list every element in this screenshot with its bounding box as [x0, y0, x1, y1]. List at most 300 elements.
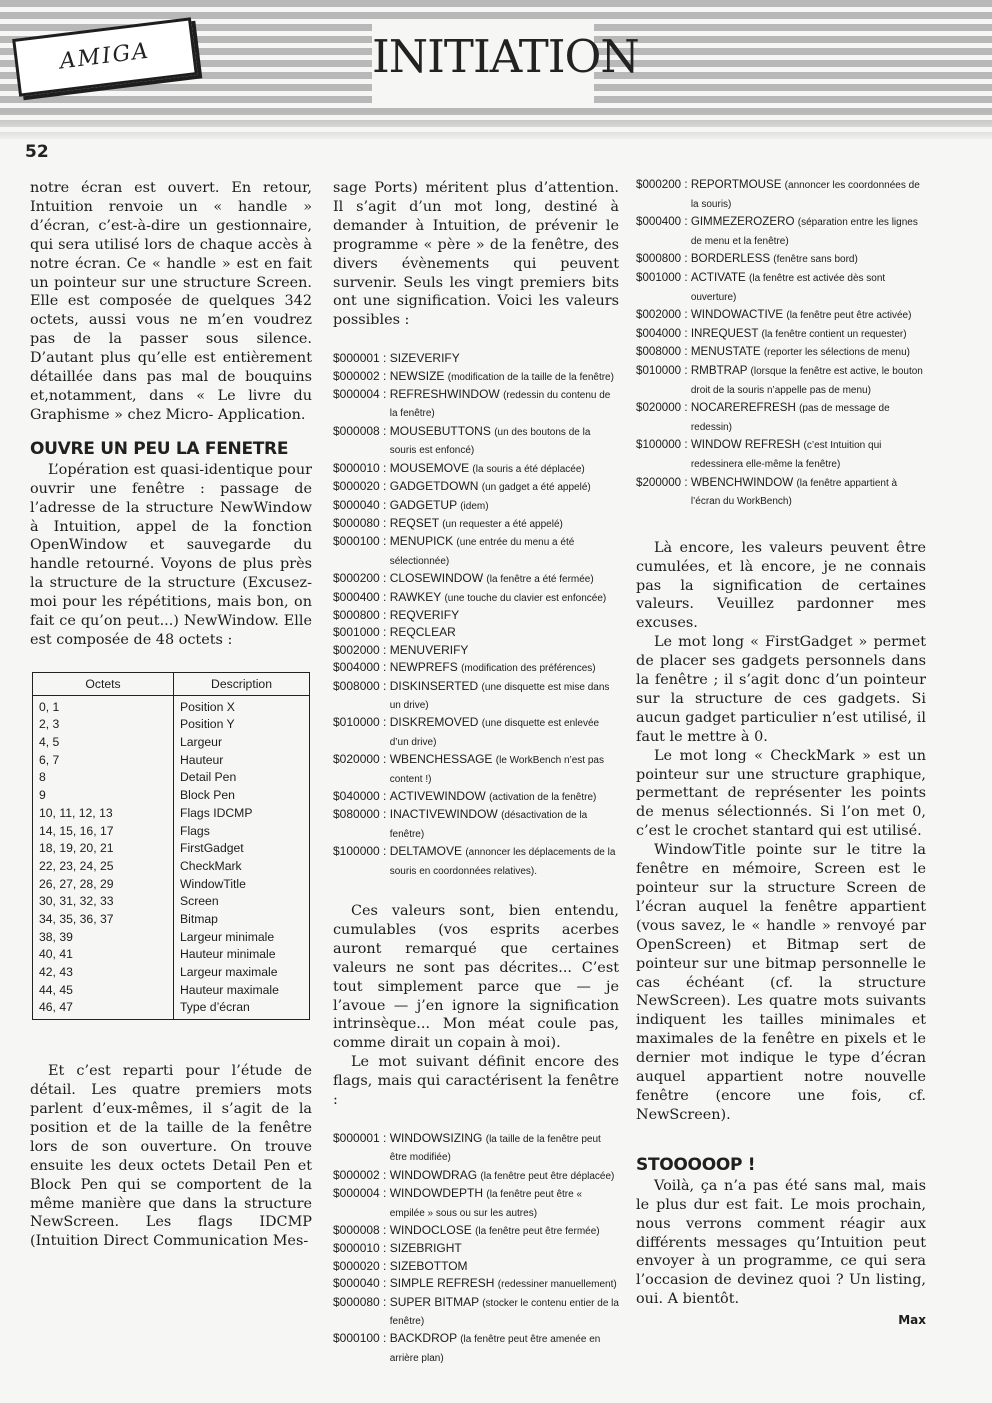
flag-text: [390, 497, 619, 515]
flag-text: [691, 436, 926, 473]
flag-text: [691, 213, 926, 250]
flag-text: [691, 325, 926, 344]
flag-name: DISKINSERTED: [389, 678, 479, 693]
flag-name: DELTAMOVE: [389, 844, 462, 859]
flag-code: $000400: [636, 215, 682, 229]
flag-entry: [333, 1240, 619, 1257]
octets-cell: 44, 45: [33, 981, 174, 999]
flag-separator: :: [379, 497, 390, 512]
description-cell: Detail Pen: [174, 769, 310, 787]
flag-separator: :: [379, 515, 390, 530]
paragraph: WindowTitle pointe sur le titre la fenêtre en mémoire, Screen est le pointeur sur la structure Screen de l’écran auquel la fenêtre appartient (vous savez, le « handle » renvoyé par OpenScreen) et Bitmap sert de pointeur sur une bitmap personnelle le cas échéant (cf. la structure NewScreen). Les quatre mots suivants indiquent les tailles minimales et maximales de la fenêtre en pixels et le dernier mot indique le type d’écran auquel appartient notre nouvelle fenêtre (encore une fois, cf. NewScreen).: [636, 842, 926, 1123]
flag-entry: [333, 1330, 619, 1367]
flag-separator: :: [681, 308, 691, 322]
flag-text: [390, 624, 619, 641]
table-body: [33, 695, 310, 1019]
flag-code: $200000: [636, 475, 682, 489]
flag-text: [390, 788, 619, 806]
flag-separator: :: [379, 1223, 390, 1238]
flag-code: $000002: [333, 368, 380, 383]
flag-entry: [333, 423, 619, 460]
flag-separator: :: [379, 1167, 390, 1182]
flag-name: REPORTMOUSE: [690, 178, 782, 191]
flag-entry: [636, 362, 926, 399]
flag-separator: :: [379, 1241, 390, 1256]
flag-separator: :: [379, 479, 390, 494]
paragraph: Le mot long « FirstGadget » permet de placer ses gadgets personnels dans la fenêtre ; il s’agit donc d’un pointeur sur la structure de ces gadgets. Si aucun gadget particulier n’est utilisé, il faut le mettre à 0.: [636, 634, 926, 745]
flag-name: MENUVERIFY: [389, 642, 469, 657]
flag-separator: :: [681, 401, 691, 415]
flag-entry: [636, 399, 926, 436]
flag-code: $010000: [333, 715, 380, 730]
flag-description: (idem): [460, 500, 489, 512]
flag-description: (c’est Intuition qui redessinera elle-même la fenêtre): [690, 440, 882, 470]
flag-name: NOCAREREFRESH: [690, 401, 796, 415]
flag-name: SIZEBRIGHT: [389, 1241, 462, 1256]
flag-code: $080000: [333, 807, 380, 822]
flag-text: [390, 659, 619, 677]
column-1: [30, 179, 312, 1251]
flag-code: $000800: [333, 607, 380, 622]
idcmp-flag-list: [333, 350, 619, 880]
flag-text: [691, 250, 926, 269]
flag-code: $000040: [333, 497, 380, 512]
description-cell: Screen: [174, 892, 310, 910]
table-row: [33, 857, 310, 875]
description-cell: Largeur: [174, 733, 310, 751]
flag-name: MENUPICK: [389, 534, 454, 549]
flag-name: REQVERIFY: [389, 607, 460, 622]
flag-code: $008000: [636, 345, 682, 359]
flag-description: (la fenêtre a été fermée): [486, 574, 594, 586]
octets-cell: 30, 31, 32, 33: [33, 892, 174, 910]
flag-text: [691, 176, 926, 213]
window-flag-list-continued: [636, 176, 926, 511]
flag-entry: [333, 497, 619, 515]
flag-entry: [333, 515, 619, 533]
flag-separator: :: [681, 326, 691, 340]
flag-name: RAWKEY: [389, 589, 442, 604]
flag-text: [390, 533, 619, 570]
description-cell: Position Y: [174, 716, 310, 734]
octets-cell: 38, 39: [33, 928, 174, 946]
section-heading: OUVRE UN PEU LA FENETRE: [30, 438, 289, 459]
flag-code: $000020: [333, 1258, 380, 1273]
flag-code: $000001: [333, 1131, 380, 1145]
flag-text: [691, 269, 926, 306]
flag-name: NEWSIZE: [389, 368, 445, 383]
flag-description: (une entrée du menu a été sélectionnée): [389, 537, 575, 567]
table-row: [33, 733, 310, 751]
flag-separator: :: [379, 571, 390, 586]
flag-code: $000080: [333, 1294, 380, 1309]
flag-name: MOUSEBUTTONS: [389, 423, 491, 438]
table-row: [33, 822, 310, 840]
flag-name: DISKREMOVED: [389, 715, 479, 730]
flag-name: GIMMEZEROZERO: [690, 215, 795, 229]
flag-description: (une touche du clavier est enfoncée): [444, 592, 607, 604]
newwindow-table: [32, 672, 310, 1020]
flag-text: [390, 642, 619, 659]
flag-code: $008000: [333, 678, 380, 693]
table-row: [33, 751, 310, 769]
flag-entry: [333, 751, 619, 788]
author-signature: Max: [898, 1313, 926, 1328]
flag-separator: :: [379, 351, 390, 366]
flag-text: [390, 678, 619, 715]
flag-text: [691, 362, 926, 399]
flag-code: $000008: [333, 1223, 380, 1238]
flag-name: BORDERLESS: [690, 252, 771, 266]
flag-name: GADGETDOWN: [389, 479, 479, 494]
flag-name: WINDOWDRAG: [389, 1167, 478, 1182]
flag-description: (pas de message de redessin): [690, 403, 890, 433]
flag-code: $000004: [333, 387, 380, 402]
table-row: [33, 963, 310, 981]
flag-entry: [333, 1167, 619, 1185]
flag-separator: :: [379, 1186, 390, 1201]
flag-description: (une disquette est enlevée d’un drive): [389, 718, 600, 748]
flag-name: SIZEVERIFY: [389, 351, 460, 366]
flag-text: [390, 1294, 619, 1331]
column-2: [333, 179, 619, 1377]
flag-separator: :: [379, 387, 390, 402]
flag-text: [390, 1275, 619, 1293]
flag-separator: :: [379, 752, 390, 767]
flag-text: [390, 1167, 619, 1185]
description-cell: Block Pen: [174, 786, 310, 804]
flag-entry: [333, 1275, 619, 1293]
flag-entry: [636, 474, 926, 511]
flag-name: SIZEBOTTOM: [389, 1258, 468, 1273]
table-row: [33, 716, 310, 734]
flag-entry: [333, 678, 619, 715]
flag-name: NEWPREFS: [389, 660, 458, 675]
flag-name: MENUSTATE: [690, 345, 761, 359]
flag-code: $020000: [333, 752, 380, 767]
flag-entry: [636, 325, 926, 344]
flag-description: (modification de la taille de la fenêtre): [447, 371, 614, 383]
flag-code: $000010: [333, 1241, 380, 1256]
flag-code: $000100: [333, 1331, 380, 1346]
flag-name: CLOSEWINDOW: [389, 571, 484, 586]
flag-entry: [333, 570, 619, 588]
flag-entry: [333, 806, 619, 843]
flag-code: $000001: [333, 351, 380, 366]
flag-description: (la fenêtre contient un requester): [761, 328, 907, 340]
description-cell: Position X: [174, 695, 310, 715]
flag-text: [390, 1330, 619, 1367]
flag-code: $020000: [636, 401, 682, 415]
flag-description: (annoncer les coordonnées de la souris): [690, 180, 920, 210]
flag-entry: [333, 533, 619, 570]
flag-separator: :: [379, 1331, 390, 1346]
description-cell: Type d’écran: [174, 999, 310, 1020]
flag-text: [390, 1240, 619, 1257]
flag-separator: :: [379, 660, 390, 675]
flag-entry: [333, 714, 619, 751]
flag-name: REQSET: [389, 515, 439, 530]
table-row: [33, 910, 310, 928]
flag-text: [390, 714, 619, 751]
flag-entry: [333, 1130, 619, 1167]
table-row: [33, 981, 310, 999]
flag-separator: :: [681, 215, 691, 229]
section-heading: STOOOOOP !: [636, 1154, 756, 1175]
flag-separator: :: [681, 178, 691, 191]
flag-description: (redessiner manuellement): [497, 1279, 617, 1291]
octets-cell: 22, 23, 24, 25: [33, 857, 174, 875]
flag-entry: [333, 478, 619, 496]
flag-code: $000080: [333, 515, 380, 530]
octets-cell: 4, 5: [33, 733, 174, 751]
flag-description: (un requester a été appelé): [442, 518, 563, 530]
flag-name: RMBTRAP: [690, 363, 748, 377]
octets-cell: 34, 35, 36, 37: [33, 910, 174, 928]
flag-name: WBENCHESSAGE: [389, 752, 493, 767]
flag-entry: [636, 343, 926, 362]
flag-entry: [636, 250, 926, 269]
paragraph: L’opération est quasi-identique pour ouvrir une fenêtre : passage de l’adresse de la structure NewWindow à Intuition, appel de la fonction OpenWindow et sauvegarde du handle retourné. Voyons de plus près la structure de la structure (Excusez-moi pour les répétitions, mais bon, on fait ce qu’on peut...) NewWindow. Elle est composée de 48 octets :: [30, 461, 312, 648]
flag-entry: [333, 460, 619, 478]
window-flag-list: [333, 1130, 619, 1367]
flag-separator: :: [681, 252, 691, 266]
flag-name: REQCLEAR: [389, 625, 456, 640]
octets-cell: 42, 43: [33, 963, 174, 981]
flag-description: (un gadget a été appelé): [481, 482, 591, 494]
flag-separator: :: [681, 475, 691, 489]
flag-text: [390, 368, 619, 386]
flag-separator: :: [379, 678, 390, 693]
flag-name: REFRESHWINDOW: [389, 387, 500, 402]
flag-text: [390, 751, 619, 788]
octets-cell: 26, 27, 28, 29: [33, 875, 174, 893]
flag-text: [691, 474, 926, 511]
octets-cell: 46, 47: [33, 999, 174, 1020]
flag-text: [390, 386, 619, 423]
flag-name: WBENCHWINDOW: [690, 475, 794, 489]
table-row: [33, 875, 310, 893]
flag-separator: :: [379, 423, 390, 438]
flag-separator: :: [681, 363, 691, 377]
flag-entry: [636, 269, 926, 306]
flag-entry: [333, 1258, 619, 1275]
amiga-tag-label: AMIGA: [58, 38, 152, 75]
flag-name: WINDOWSIZING: [389, 1131, 483, 1145]
flag-description: (une disquette est mise dans un drive): [389, 681, 610, 711]
table-header-octets: Octets: [33, 672, 174, 695]
description-cell: Hauteur maximale: [174, 981, 310, 999]
flag-text: [390, 478, 619, 496]
flag-description: (désactivation de la fenêtre): [389, 810, 588, 840]
banner-fade: [0, 112, 992, 142]
flag-name: BACKDROP: [389, 1331, 457, 1346]
flag-code: $000008: [333, 423, 380, 438]
flag-name: WINDOCLOSE: [389, 1223, 472, 1238]
flag-code: $002000: [333, 642, 380, 657]
flag-entry: [636, 306, 926, 325]
flag-description: (la fenêtre peut être fermée): [475, 1226, 600, 1238]
description-cell: FirstGadget: [174, 839, 310, 857]
flag-description: (reporter les sélections de menu): [763, 347, 911, 359]
flag-description: (la fenêtre peut être déplacée): [480, 1170, 615, 1182]
flag-entry: [333, 642, 619, 659]
flag-description: (un des boutons de la souris est enfoncé): [389, 426, 591, 457]
flag-text: [691, 399, 926, 436]
flag-separator: :: [379, 844, 390, 859]
flag-separator: :: [379, 715, 390, 730]
description-cell: WindowTitle: [174, 875, 310, 893]
description-cell: Hauteur minimale: [174, 945, 310, 963]
description-cell: Largeur maximale: [174, 963, 310, 981]
flag-description: (séparation entre les lignes de menu et la fenêtre): [690, 217, 918, 247]
flag-description: (le WorkBench n’est pas content !): [389, 755, 604, 785]
flag-description: (la fenêtre peut être « empilée » sous ou sur les autres): [389, 1189, 583, 1219]
flag-name: ACTIVEWINDOW: [389, 789, 486, 803]
flag-separator: :: [379, 1258, 390, 1273]
section-title: INITIATION: [372, 30, 639, 83]
flag-separator: :: [681, 345, 691, 359]
paragraph: Et c’est reparti pour l’étude de détail. Les quatre premiers mots parlent d’eux-mêmes, il s’agit de la position et de la taille de la fenêtre lors de son ouverture. On trouve ensuite les deux octets Detail Pen et Block Pen qui se comportent de la même manière que dans la structure NewScreen. Les flags IDCMP (Intuition Direct Communication Mes-: [30, 1063, 312, 1250]
flag-code: $001000: [636, 270, 682, 284]
flag-code: $100000: [333, 844, 380, 859]
octets-cell: 9: [33, 786, 174, 804]
table-row: [33, 999, 310, 1020]
flag-description: (redessin du contenu de la fenêtre): [389, 390, 611, 420]
flag-name: INREQUEST: [690, 326, 759, 340]
flag-separator: :: [379, 607, 390, 622]
flag-description: (la fenêtre appartient à l’écran du WorkBench): [690, 477, 898, 508]
flag-code: $004000: [636, 326, 682, 340]
flag-entry: [333, 589, 619, 607]
flag-text: [390, 589, 619, 607]
flag-name: WINDOW REFRESH: [690, 438, 801, 452]
paragraph: Le mot suivant définit encore des flags, mais qui caractérisent la fenêtre :: [333, 1054, 619, 1109]
flag-entry: [333, 843, 619, 880]
flag-text: [390, 423, 619, 460]
flag-name: SUPER BITMAP: [389, 1294, 479, 1309]
flag-code: $000200: [636, 178, 682, 191]
flag-code: $000040: [333, 1276, 380, 1291]
flag-code: $000002: [333, 1167, 380, 1182]
flag-code: $001000: [333, 625, 380, 640]
octets-cell: 8: [33, 769, 174, 787]
octets-cell: 2, 3: [33, 716, 174, 734]
flag-description: (fenêtre sans bord): [773, 254, 858, 266]
flag-description: (la fenêtre est activée dès sont ouverture): [690, 272, 886, 303]
flag-description: (la souris a été déplacée): [472, 463, 585, 475]
flag-entry: [333, 624, 619, 641]
flag-text: [390, 460, 619, 478]
column-3: [636, 176, 926, 1327]
paragraph: Ces valeurs sont, bien entendu, cumulables (vos esprits acerbes auront remarqué que certaines valeurs ne sont pas décrites... C’est tout simplement parce que — je l’avoue — j’en ignore la signification intrinsèque... Mon méat coule pas, comme dirait un copain à moi).: [333, 903, 619, 1052]
flag-text: [390, 350, 619, 367]
flag-entry: [636, 213, 926, 250]
flag-separator: :: [379, 789, 390, 803]
flag-separator: :: [379, 589, 390, 604]
flag-code: $000200: [333, 571, 380, 586]
flag-separator: :: [379, 807, 390, 822]
flag-text: [390, 806, 619, 843]
table-row: [33, 695, 310, 715]
octets-cell: 40, 41: [33, 945, 174, 963]
flag-code: $100000: [636, 438, 682, 452]
flag-code: $000020: [333, 479, 380, 494]
flag-description: (modification des préférences): [461, 663, 596, 675]
flag-separator: :: [379, 534, 390, 549]
flag-name: WINDOWACTIVE: [690, 308, 784, 322]
octets-cell: 18, 19, 20, 21: [33, 839, 174, 857]
flag-separator: :: [379, 1131, 390, 1145]
flag-entry: [333, 1185, 619, 1222]
flag-separator: :: [379, 1276, 390, 1291]
flag-entry: [636, 176, 926, 213]
flag-separator: :: [379, 460, 390, 475]
flag-separator: :: [379, 368, 390, 383]
flag-text: [691, 306, 926, 325]
flag-entry: [333, 659, 619, 677]
paragraph: notre écran est ouvert. En retour, Intuition renvoie un « handle » d’écran, c’est-à-dire un gestionnaire, qui sera utilisé lors de chaque accès à notre écran. Ce « handle » est en fait un pointeur sur une structure Screen. Elle est composée de quelques 342 octets, aussi vous ne m’en voudrez pas de la passer sous silence. D’autant plus qu’elle est entièrement détaillée dans pas mal de bouquins et,notamment, dans « Le livre du Graphisme » chez Micro- Application.: [30, 180, 312, 423]
flag-code: $010000: [636, 363, 682, 377]
flag-name: MOUSEMOVE: [389, 460, 470, 475]
flag-text: [390, 1130, 619, 1167]
flag-text: [390, 570, 619, 588]
description-cell: Hauteur: [174, 751, 310, 769]
flag-description: (la taille de la fenêtre peut être modifiée): [389, 1134, 601, 1164]
flag-entry: [333, 368, 619, 386]
flag-code: $000800: [636, 252, 682, 266]
flag-text: [390, 1185, 619, 1222]
flag-code: $000100: [333, 534, 380, 549]
flag-entry: [333, 607, 619, 624]
octets-cell: 0, 1: [33, 695, 174, 715]
flag-separator: :: [681, 270, 691, 284]
paragraph: Le mot long « CheckMark » est un pointeur sur une structure graphique, permettant de représenter les points de menus sélectionnés. Si l’on met 0, c’est le crochet stantard qui est utilisé.: [636, 747, 926, 840]
flag-separator: :: [681, 438, 691, 452]
flag-entry: [333, 350, 619, 367]
octets-cell: 10, 11, 12, 13: [33, 804, 174, 822]
flag-entry: [636, 436, 926, 473]
description-cell: Flags IDCMP: [174, 804, 310, 822]
table-header-description: Description: [174, 672, 310, 695]
octets-cell: 14, 15, 16, 17: [33, 822, 174, 840]
flag-separator: :: [379, 642, 390, 657]
flag-description: (la fenêtre peut être amenée en arrière plan): [389, 1334, 601, 1364]
flag-text: [390, 1222, 619, 1240]
flag-name: WINDOWDEPTH: [389, 1186, 484, 1201]
flag-code: $002000: [636, 308, 682, 322]
flag-name: INACTIVEWINDOW: [389, 807, 498, 822]
flag-entry: [333, 788, 619, 806]
flag-text: [691, 343, 926, 362]
flag-code: $000004: [333, 1186, 380, 1201]
flag-description: (la fenêtre peut être activée): [786, 310, 912, 322]
flag-entry: [333, 386, 619, 423]
table-row: [33, 892, 310, 910]
flag-code: $004000: [333, 660, 380, 675]
flag-name: SIMPLE REFRESH: [389, 1276, 495, 1291]
table-row: [33, 928, 310, 946]
flag-name: ACTIVATE: [690, 270, 746, 284]
description-cell: Flags: [174, 822, 310, 840]
table-row: [33, 839, 310, 857]
flag-code: $040000: [333, 789, 380, 803]
table-row: [33, 945, 310, 963]
octets-cell: 6, 7: [33, 751, 174, 769]
flag-text: [390, 843, 619, 880]
flag-separator: :: [379, 1294, 390, 1309]
flag-text: [390, 607, 619, 624]
